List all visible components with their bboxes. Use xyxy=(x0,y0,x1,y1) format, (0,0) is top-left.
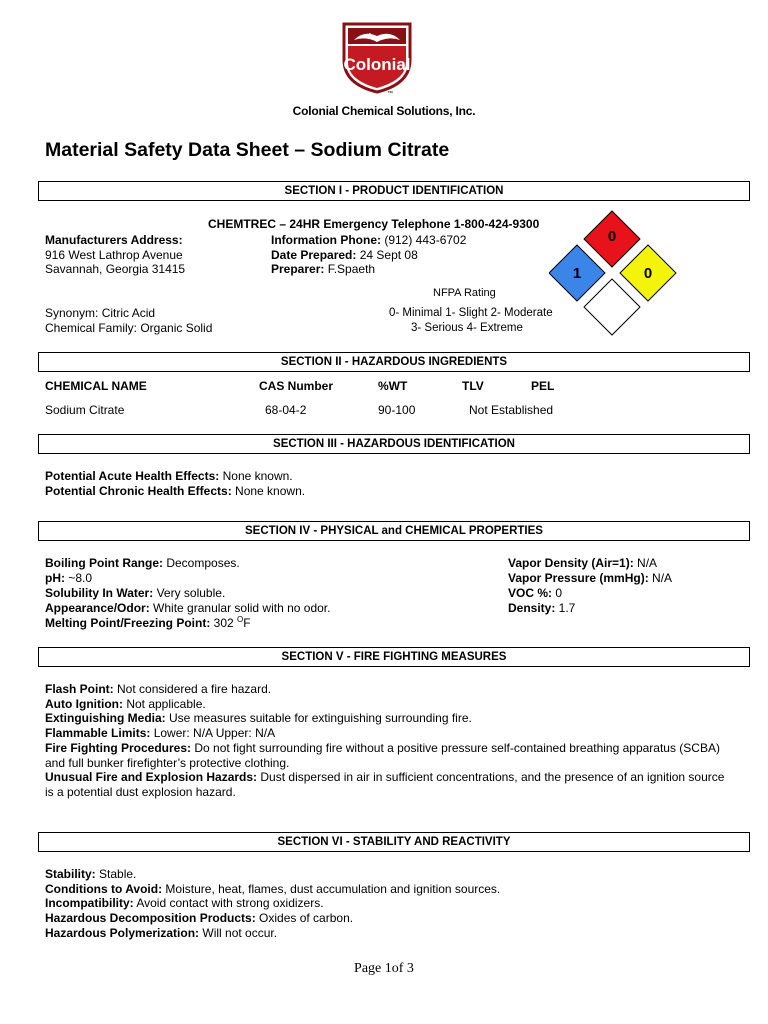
unusual-hazards-label: Unusual Fire and Explosion Hazards: xyxy=(45,770,258,785)
info-phone-value: (912) 443-6702 xyxy=(381,233,467,247)
preparer-label: Preparer: xyxy=(271,262,325,276)
fire-fighting-procedures xyxy=(45,741,725,770)
vapor-pressure-value: N/A xyxy=(648,571,673,585)
melting-point-unit: F xyxy=(243,616,251,630)
incompatibility-value: Avoid contact with strong oxidizers. xyxy=(133,896,324,911)
col-pel: PEL xyxy=(531,379,555,393)
section-3-header: SECTION III - HAZARDOUS IDENTIFICATION xyxy=(38,434,750,454)
polymerization-label: Hazardous Polymerization: xyxy=(45,925,200,940)
cell-chemical-name: Sodium Citrate xyxy=(45,403,125,417)
chronic-health-effects xyxy=(45,484,305,499)
nfpa-diamond xyxy=(549,206,679,342)
chronic-label: Potential Chronic Health Effects: xyxy=(45,484,232,498)
flash-point-label: Flash Point: xyxy=(45,682,114,696)
acute-value: None known. xyxy=(219,469,293,483)
density-value: 1.7 xyxy=(555,601,576,615)
incompatibility xyxy=(45,896,725,911)
info-phone-label: Information Phone: xyxy=(271,233,381,247)
stability xyxy=(45,867,725,882)
boiling-point-label: Boiling Point Range: xyxy=(45,556,163,570)
synonym: Synonym: Citric Acid xyxy=(45,306,156,320)
col-cas-number: CAS Number xyxy=(259,379,334,393)
cell-cas-number: 68-04-2 xyxy=(265,403,307,417)
appearance-label: Appearance/Odor: xyxy=(45,601,150,615)
section-4-header: SECTION IV - PHYSICAL and CHEMICAL PROPERTIES xyxy=(38,521,750,541)
chronic-value: None known. xyxy=(231,484,306,498)
fire-fighting-block xyxy=(45,682,725,800)
info-phone xyxy=(271,233,466,248)
solubility-value: Very soluble. xyxy=(153,586,226,600)
stability-label: Stability: xyxy=(45,867,96,881)
preparer xyxy=(271,262,375,277)
page-number: Page 1of 3 xyxy=(354,961,414,976)
page-title: Material Safety Data Sheet – Sodium Citrate xyxy=(45,139,450,161)
voc-label: VOC %: xyxy=(508,586,553,600)
preparer-value: F.Spaeth xyxy=(324,262,376,276)
chemtrec-line: CHEMTREC – 24HR Emergency Telephone 1-800-424-9300 xyxy=(208,217,540,231)
section-5-header: SECTION V - FIRE FIGHTING MEASURES xyxy=(38,647,750,667)
flammable-limits-label: Flammable Limits: xyxy=(45,726,151,741)
nfpa-special-diamond xyxy=(584,279,640,335)
nfpa-scale-line-1: 0- Minimal 1- Slight 2- Moderate xyxy=(389,307,553,319)
melting-point-value: 302 xyxy=(210,616,238,630)
address-line-2: Savannah, Georgia 31415 xyxy=(45,262,186,276)
nfpa-health-value: 1 xyxy=(572,265,582,282)
polymerization-value: Will not occur. xyxy=(199,925,278,940)
density xyxy=(508,601,575,616)
ph-label: pH: xyxy=(45,571,65,585)
extinguishing-media-label: Extinguishing Media: xyxy=(45,711,166,726)
boiling-point xyxy=(45,556,240,571)
date-prepared-value: 24 Sept 08 xyxy=(356,248,418,262)
incompatibility-label: Incompatibility: xyxy=(45,896,134,911)
flammable-limits-value: Lower: N/A Upper: N/A xyxy=(150,726,276,741)
polymerization xyxy=(45,926,725,941)
col-wt: %WT xyxy=(378,379,408,393)
company-logo xyxy=(340,20,414,96)
unusual-hazards-value: Dust dispersed in air in sufficient concentrations, and the presence of an ignition source is a potential dust explosion hazard. xyxy=(45,770,725,799)
conditions-to-avoid xyxy=(45,882,725,897)
ph-value: ~8.0 xyxy=(65,571,93,585)
flash-point-value: Not considered a fire hazard. xyxy=(113,682,272,696)
auto-ignition-value: Not applicable. xyxy=(122,696,206,711)
ffp-value: Do not fight surrounding fire without a positive pressure self-contained breathing apparatus (SCBA) and full bunker firefighter’s protective clothing. xyxy=(45,740,720,770)
appearance-odor xyxy=(45,601,330,616)
chemical-family: Chemical Family: Organic Solid xyxy=(45,321,213,335)
nfpa-rating-label: NFPA Rating xyxy=(433,287,496,299)
auto-ignition xyxy=(45,697,725,712)
nfpa-flammability-value: 0 xyxy=(607,228,617,245)
logo-text: Colonial xyxy=(343,55,411,74)
section-6-header: SECTION VI - STABILITY AND REACTIVITY xyxy=(38,832,750,852)
voc xyxy=(508,586,562,601)
vapor-density-value: N/A xyxy=(633,556,658,570)
nfpa-reactivity-value: 0 xyxy=(643,265,653,282)
solubility xyxy=(45,586,225,601)
conditions-label: Conditions to Avoid: xyxy=(45,881,163,896)
vapor-pressure-label: Vapor Pressure (mmHg): xyxy=(508,571,649,585)
appearance-value: White granular solid with no odor. xyxy=(149,601,331,615)
flash-point xyxy=(45,682,725,697)
stability-block xyxy=(45,867,725,941)
density-label: Density: xyxy=(508,601,556,615)
unusual-hazards xyxy=(45,770,725,799)
solubility-label: Solubility In Water: xyxy=(45,586,154,600)
ffp-label: Fire Fighting Procedures: xyxy=(45,740,192,755)
stability-value: Stable. xyxy=(95,867,137,881)
date-prepared xyxy=(271,248,418,263)
voc-value: 0 xyxy=(552,586,563,600)
acute-health-effects xyxy=(45,469,293,484)
boiling-point-value: Decomposes. xyxy=(163,556,240,570)
cell-wt: 90-100 xyxy=(378,403,416,417)
auto-ignition-label: Auto Ignition: xyxy=(45,696,123,711)
date-prepared-label: Date Prepared: xyxy=(271,248,357,262)
decomposition-value: Oxides of carbon. xyxy=(255,911,354,926)
decomposition-label: Hazardous Decomposition Products: xyxy=(45,911,256,926)
section-1-header: SECTION I - PRODUCT IDENTIFICATION xyxy=(38,181,750,201)
section-2-header: SECTION II - HAZARDOUS INGREDIENTS xyxy=(38,352,750,372)
extinguishing-media xyxy=(45,711,725,726)
acute-label: Potential Acute Health Effects: xyxy=(45,469,220,483)
vapor-pressure xyxy=(508,571,672,586)
decomposition-products xyxy=(45,911,725,926)
address-line-1: 916 West Lathrop Avenue xyxy=(45,248,183,262)
melting-point xyxy=(45,616,251,631)
vapor-density-label: Vapor Density (Air=1): xyxy=(508,556,634,570)
flammable-limits xyxy=(45,726,725,741)
col-tlv: TLV xyxy=(462,379,484,393)
extinguishing-media-value: Use measures suitable for extinguishing surrounding fire. xyxy=(165,711,472,726)
melting-point-label: Melting Point/Freezing Point: xyxy=(45,616,211,630)
company-name: Colonial Chemical Solutions, Inc. xyxy=(292,104,476,118)
logo-tm: ™ xyxy=(387,91,393,96)
vapor-density xyxy=(508,556,657,571)
manufacturer-address-label: Manufacturers Address: xyxy=(45,233,183,247)
ph xyxy=(45,571,92,586)
cell-tlv-pel: Not Established xyxy=(469,403,554,417)
degree-sup: O xyxy=(237,615,244,624)
conditions-value: Moisture, heat, flames, dust accumulation and ignition sources. xyxy=(162,881,501,896)
col-chemical-name: CHEMICAL NAME xyxy=(45,379,147,393)
nfpa-scale-line-2: 3- Serious 4- Extreme xyxy=(411,322,523,334)
